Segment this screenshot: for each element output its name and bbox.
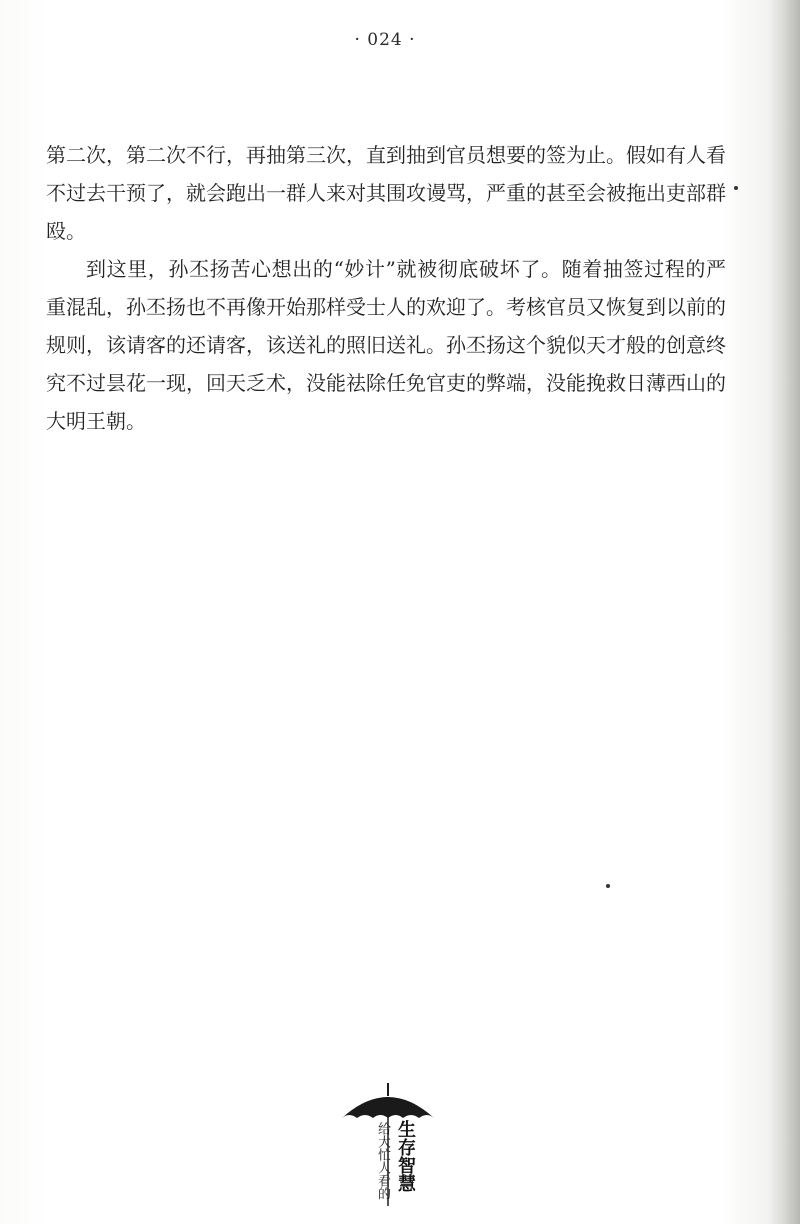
spine-shadow xyxy=(766,0,800,1224)
logo-subtitle: 给大忙人看的 xyxy=(375,1122,390,1200)
paragraph-1: 第二次，第二次不行，再抽第三次，直到抽到官员想要的签为止。假如有人看不过去干预了，就会跑出一群人来对其围攻谩骂，严重的甚至会被拖出吏部群殴。 xyxy=(46,143,726,243)
body-text xyxy=(46,136,726,440)
paragraph-2: 到这里，孙丕扬苦心想出的“妙计”就被彻底破坏了。随着抽签过程的严重混乱，孙丕扬也不再像开始那样受士人的欢迎了。考核官员又恢复到以前的规则，该请客的还请客，该送礼的照旧送礼。孙丕扬这个貌似天才般的创意终究不过昙花一现，回天乏术，没能祛除任免官吏的弊端，没能挽救日薄西山的大明王朝。 xyxy=(46,257,726,433)
print-speck xyxy=(606,884,610,888)
page-number: · 024 · xyxy=(354,30,416,50)
series-logo xyxy=(338,1080,438,1210)
logo-title: 生存智慧 xyxy=(395,1120,416,1192)
print-speck xyxy=(734,186,738,190)
